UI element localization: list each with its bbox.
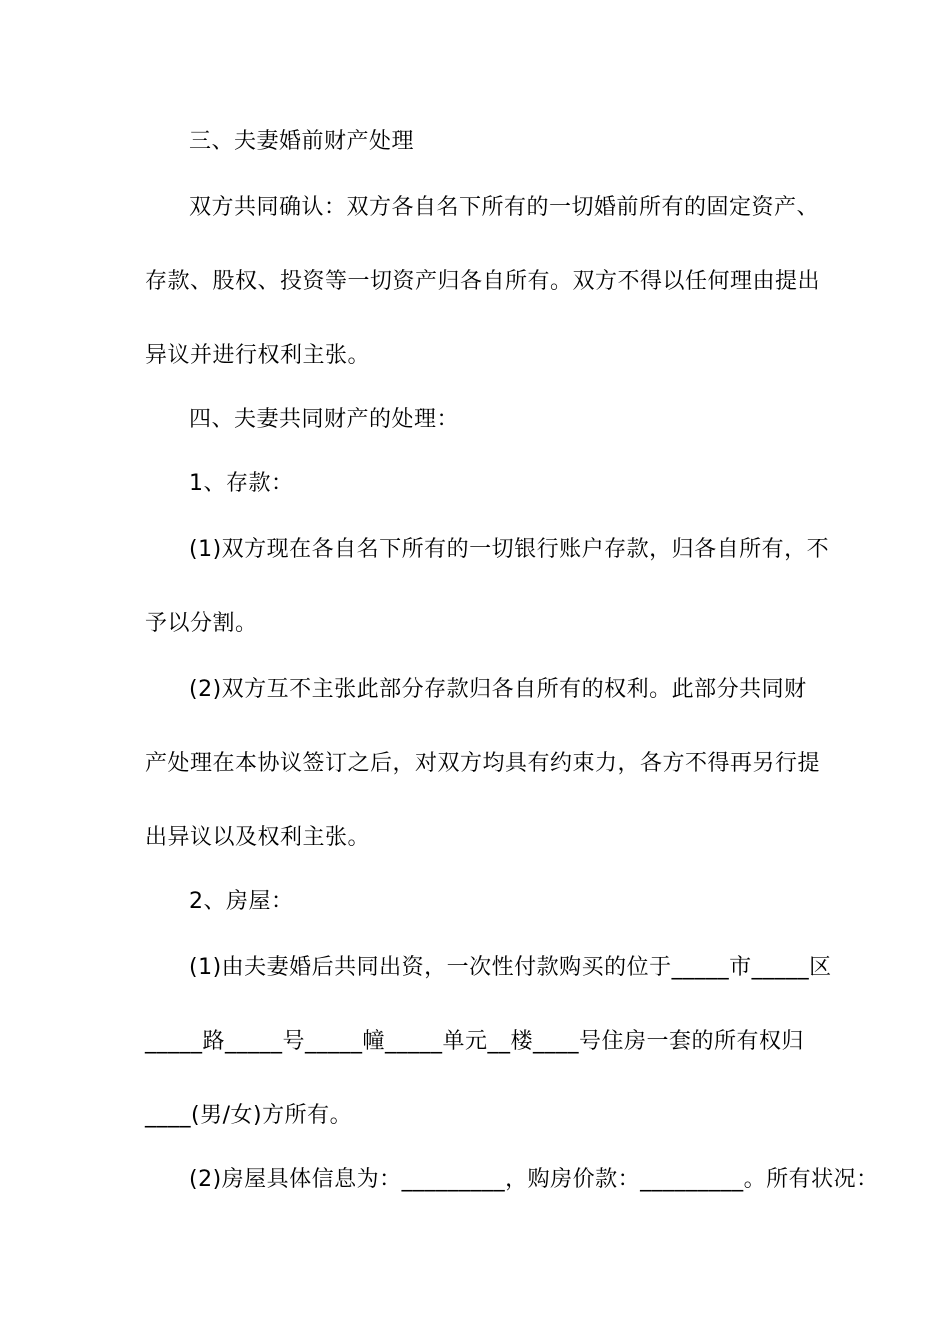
subheading-housing: 2、房屋： (189, 889, 294, 914)
subheading-deposits: 1、存款： (189, 471, 294, 496)
paragraph-line: ____(男/女)方所有。 (145, 1103, 353, 1128)
paragraph-line: 出异议以及权利主张。 (145, 825, 371, 850)
paragraph-line: 异议并进行权利主张。 (145, 343, 371, 368)
section-heading-joint-property: 四、夫妻共同财产的处理： (189, 407, 460, 432)
section-heading-premarital-property: 三、夫妻婚前财产处理 (189, 129, 415, 154)
paragraph-line: (2)双方互不主张此部分存款归各自所有的权利。此部分共同财 (189, 677, 807, 702)
paragraph-line: 产处理在本协议签订之后，对双方均具有约束力，各方不得再另行提 (145, 751, 821, 776)
paragraph-line: 双方共同确认：双方各自名下所有的一切婚前所有的固定资产、 (189, 195, 820, 220)
paragraph-line: 存款、股权、投资等一切资产归各自所有。双方不得以任何理由提出 (145, 269, 821, 294)
paragraph-line: (1)双方现在各自名下所有的一切银行账户存款，归各自所有，不 (189, 537, 830, 562)
paragraph-line: (2)房屋具体信息为：_________，购房价款：_________。所有状况： (189, 1167, 879, 1192)
paragraph-line: (1)由夫妻婚后共同出资，一次性付款购买的位于_____市_____区 (189, 955, 832, 980)
paragraph-line: _____路_____号_____幢_____单元__楼____号住房一套的所有权归 (145, 1029, 805, 1054)
paragraph-line: 予以分割。 (145, 611, 258, 636)
